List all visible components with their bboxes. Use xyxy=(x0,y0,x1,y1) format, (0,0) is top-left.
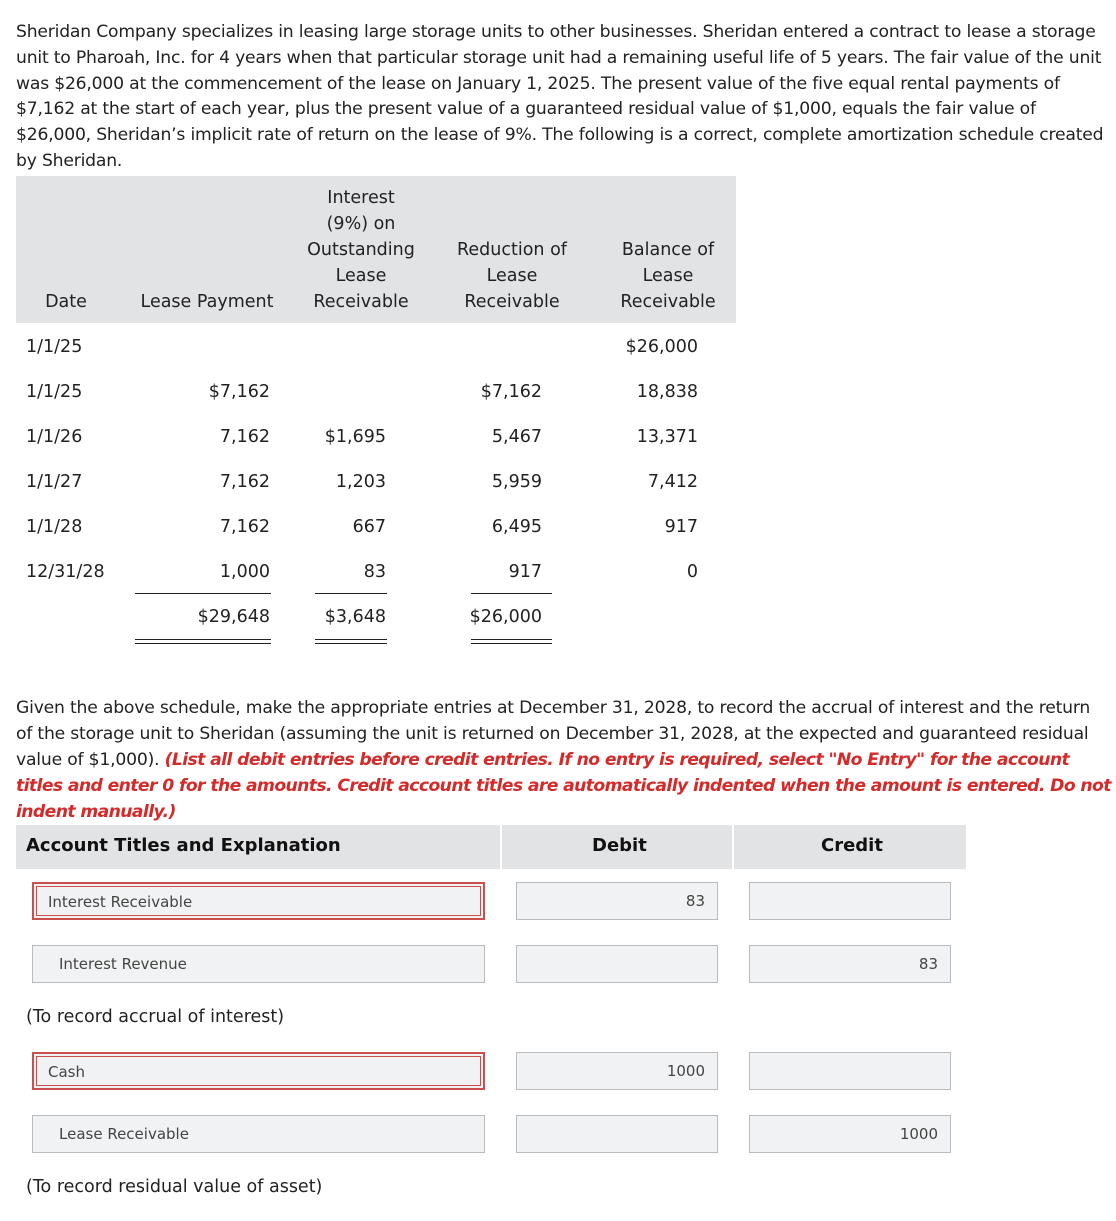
total-double-rule xyxy=(315,639,387,644)
entry-explanation: (To record residual value of asset) xyxy=(26,1177,323,1197)
header-lease-payment: Lease Payment xyxy=(140,292,274,312)
schedule-totals-row: $29,648 $3,648 $26,000 xyxy=(197,607,542,627)
total-double-rule xyxy=(135,639,271,644)
credit-input[interactable] xyxy=(749,1052,951,1090)
instructions-text: (List all debit entries before credit entries. If no entry is required, select "No Entry" for the account titles and enter 0 for the amounts. Credit account titles are automatically indented when the amount is entered. Do not indent manually.) xyxy=(16,750,1111,822)
schedule-row: 12/31/28 1,000 83 917 0 xyxy=(26,562,698,582)
schedule-row: 1/1/28 7,162 667 6,495 917 xyxy=(26,517,698,537)
header-interest: Interest (9%) on Outstanding Lease Receivable xyxy=(307,188,415,312)
header-date: Date xyxy=(45,292,87,312)
schedule-row: 1/1/25 $26,000 xyxy=(26,337,698,357)
total-double-rule xyxy=(471,639,552,644)
header-account-titles: Account Titles and Explanation xyxy=(26,835,341,856)
entry-explanation: (To record accrual of interest) xyxy=(26,1007,285,1027)
header-debit: Debit xyxy=(592,835,647,856)
credit-input[interactable]: 1000 xyxy=(749,1115,951,1153)
header-credit: Credit xyxy=(821,835,883,856)
account-title-select[interactable]: Cash xyxy=(32,1052,485,1090)
debit-input[interactable]: 1000 xyxy=(516,1052,718,1090)
schedule-row: 1/1/26 7,162 $1,695 5,467 13,371 xyxy=(26,427,698,447)
header-balance: Balance of Lease Receivable xyxy=(620,240,716,312)
debit-input[interactable] xyxy=(516,945,718,983)
schedule-row: 1/1/25 $7,162 $7,162 18,838 xyxy=(26,382,698,402)
journal-header xyxy=(16,825,966,869)
subtotal-rule xyxy=(471,593,552,594)
debit-input[interactable]: 83 xyxy=(516,882,718,920)
account-title-select[interactable]: Interest Receivable xyxy=(32,882,485,920)
subtotal-rule xyxy=(315,593,387,594)
schedule-row: 1/1/27 7,162 1,203 5,959 7,412 xyxy=(26,472,698,492)
account-title-select[interactable]: Lease Receivable xyxy=(32,1115,485,1153)
credit-input[interactable]: 83 xyxy=(749,945,951,983)
subtotal-rule xyxy=(135,593,271,594)
debit-input[interactable] xyxy=(516,1115,718,1153)
credit-input[interactable] xyxy=(749,882,951,920)
amortization-schedule xyxy=(16,176,736,646)
account-title-select[interactable]: Interest Revenue xyxy=(32,945,485,983)
problem-intro: Sheridan Company specializes in leasing large storage units to other businesses. Sheridan entered a contract to lease a storage unit to Pharoah, Inc. for 4 years when that particular storage unit had a remaining useful life of 5 years. The fair value of the unit was $26,000 at the commencement of the lease on January 1, 2025. The present value of the five equal rental payments of $7,162 at the start of each year, plus the present value of a guaranteed residual value of $1,000, equals the fair value of $26,000, Sheridan’s implicit rate of return on the lease of 9%. The following is a correct, complete amortization schedule created by Sheridan. xyxy=(16,22,1104,171)
header-reduction: Reduction of Lease Receivable xyxy=(457,240,567,312)
schedule-header xyxy=(16,176,736,323)
question-text: Given the above schedule, make the appropriate entries at December 31, 2028, to record the accrual of interest and the return of the storage unit to Sheridan (assuming the unit is returned on December 31, 2028, at the expected and guaranteed residual value of $1,000). (List all debit entries before credit entries. If no entry is required, select "No Entry" for the account titles and enter 0 for the amounts. Credit account titles are automatically indented when the amount is entered. Do not indent manually.) xyxy=(16,698,1111,822)
